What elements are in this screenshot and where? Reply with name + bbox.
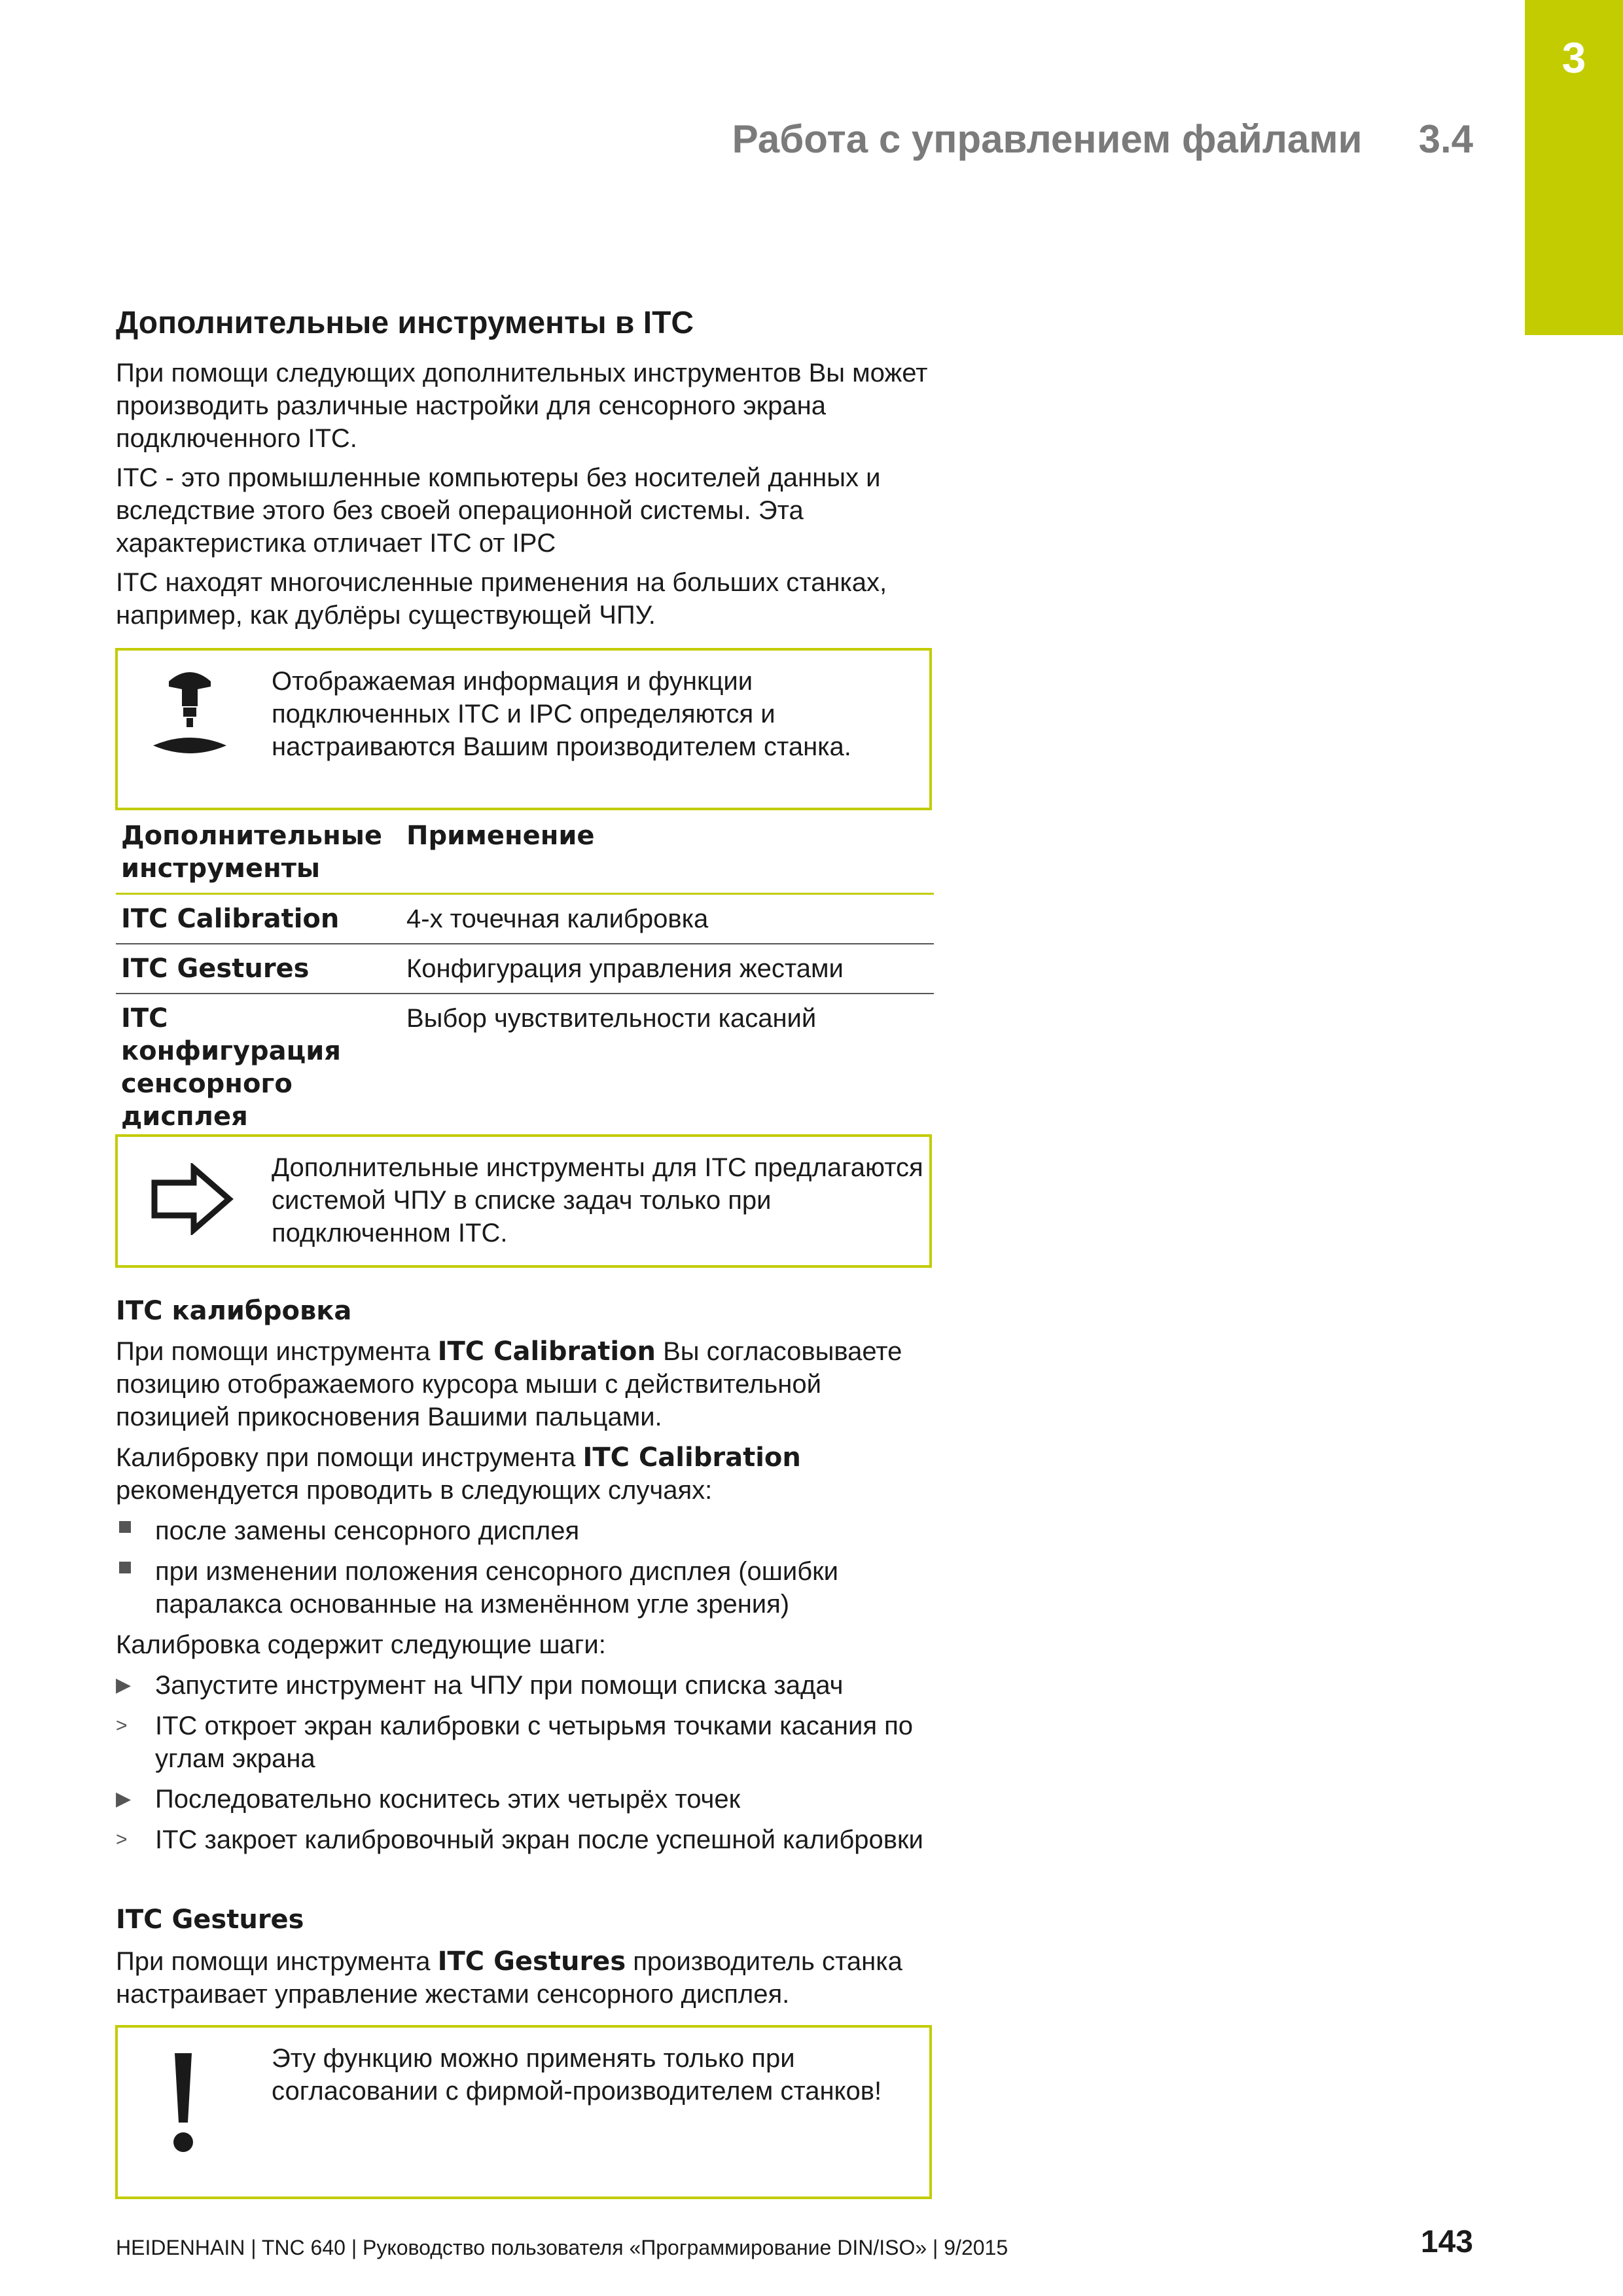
tools-table xyxy=(116,818,934,1141)
intro-paragraph-2: ITC - это промышленные компьютеры без носителей данных и вследствие этого без своей операционной системы. Эта характеристика отличает ITC от IPC xyxy=(116,463,881,558)
table-cell-application: 4-х точечная калибровка xyxy=(401,894,934,944)
table-header-row xyxy=(116,818,934,894)
note-box-machine xyxy=(115,648,932,810)
intro-paragraph-3: ITC находят многочисленные применения на больших станках, например, как дублёры существующей ЧПУ. xyxy=(116,568,887,630)
chapter-number: 3 xyxy=(1561,33,1586,82)
list-item-text: при изменении положения сенсорного дисплея (ошибки паралакса основанные на изменённом угле зрения) xyxy=(155,1557,838,1619)
text-run: Вы согласовываете позицию отображаемого курсора мыши с действительной позицией прикосновения Вашими пальцами. xyxy=(116,1337,902,1431)
chapter-tab xyxy=(1525,0,1623,335)
bullet-square-icon xyxy=(119,1521,131,1533)
calibration-title: ITC калибровка xyxy=(116,1296,352,1326)
tool-name: ITC Gestures xyxy=(437,1946,626,1977)
table-cell-tool: ITC Gestures xyxy=(116,944,401,994)
step-item xyxy=(116,1783,934,1816)
step-text: Запустите инструмент на ЧПУ при помощи списка задач xyxy=(155,1671,844,1700)
table-row xyxy=(116,944,934,994)
calibration-paragraph-1 xyxy=(116,1335,934,1433)
step-result-icon: > xyxy=(116,1715,128,1736)
steps-intro: Калибровка содержит следующие шаги: xyxy=(116,1630,606,1659)
exclamation-icon xyxy=(167,2051,200,2155)
gestures-title: ITC Gestures xyxy=(116,1905,304,1935)
bullet-square-icon xyxy=(119,1562,131,1573)
machine-icon xyxy=(151,667,229,765)
tool-name: ITC Calibration xyxy=(437,1336,656,1367)
note-text: Дополнительные инструменты для ITC предлагаются системой ЧПУ в списке задач только при подключенном ITC. xyxy=(272,1153,923,1247)
gestures-paragraph xyxy=(116,1945,934,2011)
calibration-paragraph-2 xyxy=(116,1441,934,1507)
section-heading: Дополнительные инструменты в ITC xyxy=(116,306,694,340)
running-header xyxy=(732,117,1473,162)
note-text: Эту функцию можно применять только при согласовании с фирмой-производителем станков! xyxy=(272,2044,882,2106)
step-item xyxy=(116,1710,934,1775)
table-header-tools: Дополнительные инструменты xyxy=(116,818,401,894)
text-run: рекомендуется проводить в следующих случаях: xyxy=(116,1476,713,1505)
arrow-right-icon xyxy=(151,1163,236,1235)
tool-name: ITC Calibration xyxy=(582,1443,801,1473)
step-result-icon: > xyxy=(116,1829,128,1850)
list-item xyxy=(155,1555,934,1621)
step-action-icon: ▶ xyxy=(116,1674,132,1696)
table-row xyxy=(116,894,934,944)
table-cell-tool: ITC конфигурация сенсорного дисплея xyxy=(121,1003,341,1132)
page-footer: HEIDENHAIN | TNC 640 | Руководство пользователя «Программирование DIN/ISO» | 9/2015 xyxy=(116,2236,1008,2259)
step-text: Последовательно коснитесь этих четырёх точек xyxy=(155,1785,741,1814)
step-item xyxy=(116,1823,934,1856)
table-cell-application: Выбор чувствительности касаний xyxy=(406,1004,817,1033)
text-run: производитель станка настраивает управление жестами сенсорного дисплея. xyxy=(116,1947,902,2009)
text-run: При помощи инструмента xyxy=(116,1337,438,1366)
list-item-text: после замены сенсорного дисплея xyxy=(155,1516,580,1545)
header-section: 3.4 xyxy=(1418,117,1473,161)
step-text: ITC закроет калибровочный экран после успешной калибровки xyxy=(155,1825,923,1854)
note-box-warning xyxy=(115,2025,932,2199)
table-cell-application: Конфигурация управления жестами xyxy=(401,944,934,994)
step-text: ITC откроет экран калибровки с четырьмя точками касания по углам экрана xyxy=(155,1712,914,1773)
note-text: Отображаемая информация и функции подключенных ITC и IPC определяются и настраиваются Вашим производителем станка. xyxy=(272,667,851,761)
text-run: При помощи инструмента xyxy=(116,1947,438,1976)
intro-paragraph-1: При помощи следующих дополнительных инструментов Вы может производить различные настройки для сенсорного экрана подключенного ITC. xyxy=(116,359,928,453)
text-run: Калибровку при помощи инструмента xyxy=(116,1443,583,1472)
step-action-icon: ▶ xyxy=(116,1788,132,1810)
page-number: 143 xyxy=(1420,2225,1473,2259)
note-box-arrow xyxy=(115,1134,932,1268)
list-item xyxy=(155,1515,934,1547)
table-row xyxy=(116,994,934,1141)
header-title: Работа с управлением файлами xyxy=(732,117,1363,161)
table-header-application: Применение xyxy=(401,818,934,894)
table-cell-tool: ITC Calibration xyxy=(116,894,401,944)
step-item xyxy=(116,1669,934,1702)
